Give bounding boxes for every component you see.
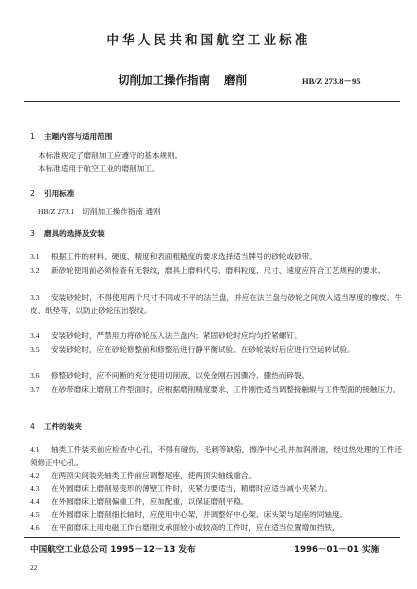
clause bbox=[30, 470, 402, 481]
section-title: 主题内容与适用范围 bbox=[44, 132, 113, 141]
clause-text: 在两顶尖间装夹轴类工件前应调整尾座，使两顶尖轴线重合。 bbox=[51, 471, 257, 480]
clause bbox=[30, 251, 402, 262]
section-heading bbox=[30, 131, 112, 142]
clause-number: 4.5 bbox=[30, 510, 40, 519]
clause-number: 4.4 bbox=[30, 497, 40, 506]
header-rule bbox=[24, 101, 400, 102]
section-title: 引用标准 bbox=[44, 189, 75, 198]
section-number: 1 bbox=[30, 132, 35, 141]
section-number: 3 bbox=[30, 229, 35, 238]
reference-code: HB/Z 273.1 bbox=[38, 207, 75, 216]
clause bbox=[30, 291, 402, 317]
document-title-sub: 磨削 bbox=[224, 73, 247, 87]
clause bbox=[30, 496, 402, 507]
clause-text: 在外圆磨床上磨削细长轴时，应使用中心架，并调整好中心架、床头架与尾座的同轴度。 bbox=[51, 510, 348, 519]
clause-number: 4.1 bbox=[30, 445, 40, 454]
clause-text: 安装砂轮时，不得使用两个尺寸不同或不平的法兰盘，并应在法兰盘与砂轮之间放入适当厚度的橡皮、牛皮、纸垫等，以防止砂轮压出裂纹。 bbox=[30, 293, 402, 315]
reference-entry bbox=[38, 206, 161, 217]
clause-text: 安装砂轮时，严禁用力将砂轮压入法兰盘内；紧固砂轮时应均匀拧紧螺钉。 bbox=[51, 331, 302, 340]
clause-text: 新砂轮使用前必须检查有无裂纹，磨具上磨料代号、磨料粒度、尺寸、速度应符合工艺规程的要求。 bbox=[51, 266, 386, 275]
clause-number: 3.4 bbox=[30, 331, 40, 340]
clause bbox=[30, 343, 402, 356]
page-number: 22 bbox=[30, 563, 38, 572]
org-title: 中华人民共和国航空工业标准 bbox=[106, 32, 311, 47]
clause bbox=[30, 370, 402, 381]
clause-text: 在砂带磨床上磨削工件型面时，应根据磨削精度要求、工件刚性适当调整接触辊与工件型面的接触压力。 bbox=[51, 385, 401, 394]
clause-number: 3.7 bbox=[30, 385, 40, 394]
clause bbox=[30, 330, 402, 341]
clause bbox=[30, 483, 402, 494]
section-heading bbox=[30, 228, 105, 239]
paragraph: 本标准规定了磨削加工应遵守的基本规则。 bbox=[38, 151, 183, 160]
clause-number: 4.3 bbox=[30, 484, 40, 493]
clause-text: 轴类工件装夹前应检查中心孔，不得有碰伤、毛刺等缺陷，擦净中心孔并加润滑油，经过热处理的工件还须修正中心孔。 bbox=[30, 445, 402, 467]
clause-number: 3.1 bbox=[30, 252, 40, 261]
section-title: 磨具的选择及安装 bbox=[44, 229, 105, 238]
clause-text: 在平面磨床上用电磁工作台磨削支承面较小或较高的工件时，应在适当位置增加挡铁， bbox=[51, 523, 340, 532]
clause-number: 3.3 bbox=[30, 293, 40, 302]
section-heading bbox=[30, 421, 82, 432]
section-title: 工件的装夹 bbox=[44, 422, 82, 431]
issue-statement: 中国航空工业总公司 1995－12－13 发布 bbox=[30, 545, 196, 555]
clause bbox=[30, 443, 402, 469]
document-title bbox=[118, 72, 247, 88]
effective-statement: 1996－01－01 实施 bbox=[294, 545, 380, 555]
paragraph: 本标准适用于航空工业的磨削加工。 bbox=[38, 164, 160, 173]
clause-number: 3.2 bbox=[30, 266, 40, 275]
clause bbox=[30, 509, 402, 520]
clause-text: 安装砂轮时，应在砂轮修整前和修整后进行静平衡试验。在砂轮装好后应进行空运转试验。 bbox=[51, 345, 355, 354]
document-title-main: 切削加工操作指南 bbox=[118, 73, 210, 87]
clause-number: 3.5 bbox=[30, 345, 40, 354]
clause-text: 根据工件的材料、硬度、精度和表面粗糙度的要求选择适当牌号的砂轮或砂带。 bbox=[51, 252, 317, 261]
section-number: 4 bbox=[30, 422, 35, 431]
clause-text: 在外圆磨床上磨削偏重工件，应加配重，以保证磨削平稳。 bbox=[51, 497, 249, 506]
clause-text: 修整砂轮时，应不间断的充分使用切削液，以免金刚石因骤冷、骤热而碎裂。 bbox=[51, 371, 310, 380]
clause bbox=[30, 383, 402, 396]
clause-number: 4.6 bbox=[30, 523, 40, 532]
clause-number: 4.2 bbox=[30, 471, 40, 480]
reference-title: 切削加工操作指南 通则 bbox=[82, 207, 161, 216]
clause-text: 在外圆磨床上磨削易变形的薄壁工件时，夹紧力要适当，精磨时应适当减小夹紧力。 bbox=[51, 484, 332, 493]
standard-code: HB/Z 273.8－95 bbox=[302, 76, 361, 86]
section-number: 2 bbox=[30, 189, 35, 198]
section-heading bbox=[30, 188, 74, 199]
clause bbox=[30, 522, 402, 533]
footer-rule bbox=[24, 537, 400, 538]
clause-number: 3.6 bbox=[30, 371, 40, 380]
clause bbox=[30, 264, 402, 277]
